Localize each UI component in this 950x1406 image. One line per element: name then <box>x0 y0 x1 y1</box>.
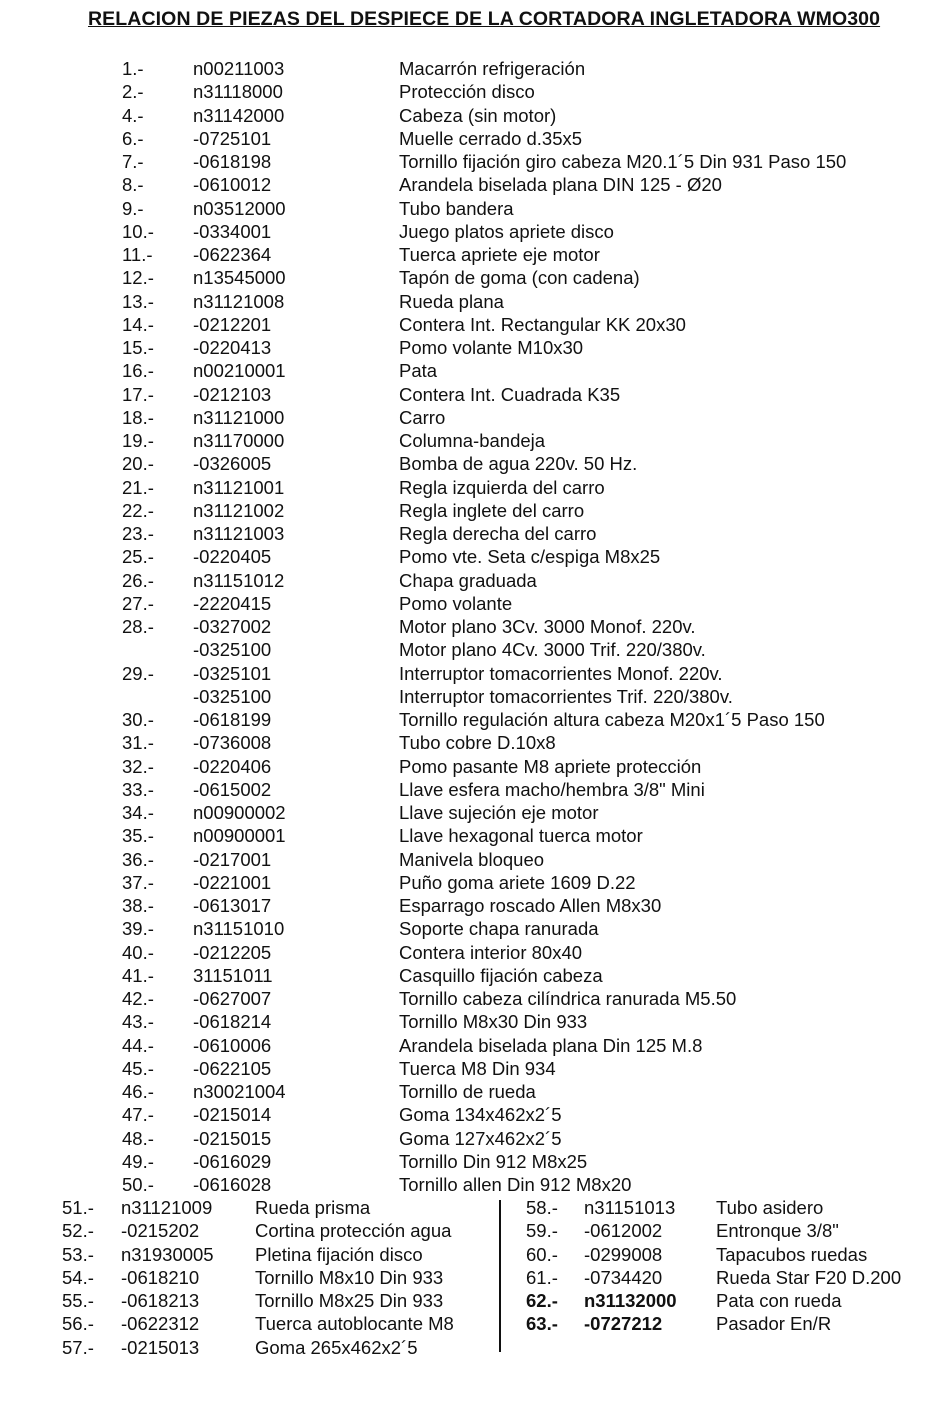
part-number: 49.- <box>122 1150 154 1172</box>
part-description: Tapacubos ruedas <box>716 1243 868 1265</box>
document-title: RELACION DE PIEZAS DEL DESPIECE DE LA CORTADORA INGLETADORA WMO300 <box>88 8 881 30</box>
part-description: Cabeza (sin motor) <box>399 104 557 126</box>
part-description: Interruptor tomacorrientes Trif. 220/380v. <box>399 685 733 707</box>
part-code: -0610012 <box>193 174 272 196</box>
part-number: 10.- <box>122 220 154 242</box>
part-code: n00210001 <box>193 360 286 382</box>
list-item <box>0 359 950 382</box>
part-number: 28.- <box>122 616 154 637</box>
part-description: Cortina protección agua <box>255 1220 452 1242</box>
part-description: Tornillo cabeza cilíndrica ranurada M5.50 <box>399 988 737 1009</box>
part-code: -0610006 <box>193 1034 272 1056</box>
part-description: Entronque 3/8" <box>716 1220 839 1242</box>
part-code: n31930005 <box>121 1243 214 1265</box>
part-description: Motor plano 3Cv. 3000 Monof. 220v. <box>399 616 696 637</box>
part-number: 23.- <box>122 523 154 544</box>
part-number: 51.- <box>62 1197 94 1218</box>
list-item <box>502 1266 950 1289</box>
list-item <box>0 662 950 685</box>
part-description: Esparrago roscado Allen M8x30 <box>399 895 662 916</box>
part-number: 52.- <box>62 1220 94 1242</box>
part-code: -0615002 <box>193 778 272 800</box>
part-description: Manivela bloqueo <box>399 848 545 870</box>
part-description: Regla inglete del carro <box>399 499 585 521</box>
part-description: Tornillo allen Din 912 M8x20 <box>399 1174 632 1195</box>
part-code: n31151013 <box>584 1197 676 1218</box>
part-description: Chapa graduada <box>399 569 537 591</box>
part-code: -0212201 <box>193 313 272 335</box>
part-code: -2220415 <box>193 592 272 614</box>
part-code: n31121002 <box>193 499 285 521</box>
list-item <box>0 964 950 987</box>
list-item <box>0 1150 950 1173</box>
list-item <box>502 1289 950 1312</box>
part-description: Arandela biselada plana Din 125 M.8 <box>399 1034 703 1056</box>
list-item <box>0 1010 950 1033</box>
part-description: Tornillo Din 912 M8x25 <box>399 1150 588 1172</box>
part-description: Tubo cobre D.10x8 <box>399 732 556 754</box>
list-item <box>0 1127 950 1150</box>
list-item <box>0 220 950 243</box>
part-code: -0220413 <box>193 337 272 358</box>
part-code: n00900001 <box>193 825 286 847</box>
part-code: -0215014 <box>193 1104 272 1126</box>
list-item <box>0 801 950 824</box>
part-description: Columna-bandeja <box>399 430 546 451</box>
part-code: -0618198 <box>193 151 272 172</box>
list-item <box>0 615 950 638</box>
list-item <box>0 592 950 615</box>
part-number: 34.- <box>122 802 154 823</box>
part-number: 14.- <box>122 313 154 335</box>
list-item <box>0 569 950 592</box>
part-code: n31121001 <box>193 476 285 498</box>
bottom-parts-table <box>0 1196 950 1356</box>
part-description: Contera Int. Rectangular KK 20x30 <box>399 313 686 335</box>
part-number: 22.- <box>122 499 154 521</box>
part-number: 16.- <box>122 360 154 382</box>
part-code: -0215013 <box>121 1336 200 1358</box>
part-number: 38.- <box>122 895 154 916</box>
part-number: 27.- <box>122 592 154 614</box>
list-item <box>0 1266 498 1289</box>
part-code: -0325100 <box>193 685 272 707</box>
parts-list <box>0 57 950 1196</box>
list-item <box>0 452 950 475</box>
part-code: -0627007 <box>193 988 272 1009</box>
part-number: 15.- <box>122 337 154 358</box>
part-number: 21.- <box>122 476 154 498</box>
part-description: Tuerca autoblocante M8 <box>255 1313 454 1335</box>
list-item <box>0 1080 950 1103</box>
part-description: Muelle cerrado d.35x5 <box>399 127 583 149</box>
part-description: Pletina fijación disco <box>255 1243 423 1265</box>
part-code: n31121003 <box>193 523 285 544</box>
list-item <box>0 987 950 1010</box>
part-number: 4.- <box>122 104 144 126</box>
part-number: 2.- <box>122 81 144 103</box>
list-item <box>0 127 950 150</box>
list-item <box>0 1103 950 1126</box>
part-code: -0212205 <box>193 941 272 963</box>
part-code: -0221001 <box>193 871 272 893</box>
part-description: Puño goma ariete 1609 D.22 <box>399 871 636 893</box>
part-description: Bomba de agua 220v. 50 Hz. <box>399 453 638 475</box>
list-item <box>0 917 950 940</box>
part-number: 35.- <box>122 825 154 847</box>
part-number: 56.- <box>62 1313 94 1335</box>
part-code: -0622105 <box>193 1057 272 1079</box>
part-code: -0299008 <box>584 1243 663 1265</box>
list-item <box>0 871 950 894</box>
list-item <box>0 1196 498 1219</box>
part-number: 1.- <box>122 58 144 79</box>
part-description: Goma 134x462x2´5 <box>399 1104 562 1126</box>
part-code: n30021004 <box>193 1081 286 1102</box>
part-code: -0622364 <box>193 244 272 265</box>
part-description: Tubo asidero <box>716 1197 824 1218</box>
part-description: Tornillo fijación giro cabeza M20.1´5 Din 931 Paso 150 <box>399 151 847 172</box>
part-number: 44.- <box>122 1034 154 1056</box>
part-code: -0215202 <box>121 1220 200 1242</box>
list-item <box>0 266 950 289</box>
part-number: 17.- <box>122 383 154 405</box>
part-code: -0612002 <box>584 1220 663 1242</box>
part-number: 33.- <box>122 778 154 800</box>
part-number: 55.- <box>62 1290 94 1312</box>
list-item <box>0 104 950 127</box>
list-item <box>502 1196 950 1219</box>
list-item <box>0 290 950 313</box>
part-number: 8.- <box>122 174 144 196</box>
part-number: 9.- <box>122 197 144 219</box>
part-code: -0616029 <box>193 1150 272 1172</box>
list-item <box>0 824 950 847</box>
list-item <box>0 57 950 80</box>
list-item <box>0 173 950 196</box>
part-description: Tubo bandera <box>399 197 514 219</box>
part-code: -0220405 <box>193 546 272 568</box>
part-number: 59.- <box>526 1220 558 1242</box>
part-description: Goma 127x462x2´5 <box>399 1127 562 1149</box>
part-code: -0325101 <box>193 662 272 684</box>
part-code: -0622312 <box>121 1313 200 1335</box>
list-item <box>0 1312 498 1335</box>
part-code: -0616028 <box>193 1174 272 1195</box>
list-item <box>0 941 950 964</box>
part-number: 36.- <box>122 848 154 870</box>
list-item <box>0 499 950 522</box>
list-item <box>0 1034 950 1057</box>
part-number: 39.- <box>122 918 154 940</box>
part-description: Pomo pasante M8 apriete protección <box>399 755 702 777</box>
list-item <box>0 848 950 871</box>
list-item <box>502 1243 950 1266</box>
part-code: 31151011 <box>193 964 273 986</box>
list-item <box>0 708 950 731</box>
list-item <box>0 1289 498 1312</box>
part-code: -0727212 <box>584 1313 663 1335</box>
part-code: -0618210 <box>121 1266 200 1288</box>
part-description: Pomo vte. Seta c/espiga M8x25 <box>399 546 661 568</box>
part-code: -0613017 <box>193 895 272 916</box>
list-item <box>0 1243 498 1266</box>
part-description: Contera Int. Cuadrada K35 <box>399 383 621 405</box>
part-description: Regla izquierda del carro <box>399 476 605 498</box>
part-code: n31121008 <box>193 290 285 312</box>
list-item <box>0 545 950 568</box>
part-number: 37.- <box>122 871 154 893</box>
part-description: Tornillo M8x30 Din 933 <box>399 1011 588 1033</box>
list-item <box>0 243 950 266</box>
part-description: Regla derecha del carro <box>399 523 597 544</box>
part-code: -0618199 <box>193 709 272 730</box>
list-item <box>0 1057 950 1080</box>
part-code: -0618213 <box>121 1290 200 1312</box>
list-item <box>0 522 950 545</box>
list-item <box>0 150 950 173</box>
part-description: Llave esfera macho/hembra 3/8" Mini <box>399 778 705 800</box>
part-code: -0326005 <box>193 453 272 475</box>
part-number: 61.- <box>526 1266 558 1288</box>
part-description: Rueda prisma <box>255 1197 371 1218</box>
part-number: 43.- <box>122 1011 154 1033</box>
part-number: 46.- <box>122 1081 154 1102</box>
list-item <box>0 80 950 103</box>
part-code: n31170000 <box>193 430 285 451</box>
part-code: n00211003 <box>193 58 285 79</box>
part-description: Goma 265x462x2´5 <box>255 1336 418 1358</box>
part-code: n31142000 <box>193 104 285 126</box>
list-item <box>0 1219 498 1242</box>
part-description: Carro <box>399 406 446 428</box>
part-description: Casquillo fijación cabeza <box>399 964 603 986</box>
part-number: 41.- <box>122 964 154 986</box>
part-code: -0217001 <box>193 848 272 870</box>
part-description: Tapón de goma (con cadena) <box>399 267 640 289</box>
part-number: 54.- <box>62 1266 94 1288</box>
part-description: Macarrón refrigeración <box>399 58 586 79</box>
list-item <box>0 313 950 336</box>
part-description: Interruptor tomacorrientes Monof. 220v. <box>399 662 723 684</box>
part-code: n13545000 <box>193 267 286 289</box>
part-description: Tuerca M8 Din 934 <box>399 1057 556 1079</box>
part-code: -0736008 <box>193 732 272 754</box>
part-description: Soporte chapa ranurada <box>399 918 599 940</box>
part-number: 25.- <box>122 546 154 568</box>
list-item <box>0 894 950 917</box>
part-description: Rueda plana <box>399 290 504 312</box>
part-description: Arandela biselada plana DIN 125 - Ø20 <box>399 174 722 196</box>
part-code: -0327002 <box>193 616 272 637</box>
part-number: 12.- <box>122 267 154 289</box>
part-description: Tornillo M8x25 Din 933 <box>255 1290 444 1312</box>
part-number: 50.- <box>122 1174 154 1195</box>
part-code: n31121000 <box>193 406 285 428</box>
part-description: Pomo volante M10x30 <box>399 337 584 358</box>
list-item <box>0 1173 950 1196</box>
part-description: Llave sujeción eje motor <box>399 802 599 823</box>
list-item <box>0 731 950 754</box>
list-item <box>0 429 950 452</box>
part-code: -0725101 <box>193 127 272 149</box>
part-number: 57.- <box>62 1336 94 1358</box>
part-code: n31151010 <box>193 918 285 940</box>
column-divider <box>499 1200 501 1352</box>
part-code: n00900002 <box>193 802 286 823</box>
part-code: n31118000 <box>193 81 283 103</box>
part-code: n31121009 <box>121 1197 213 1218</box>
part-description: Tornillo de rueda <box>399 1081 536 1102</box>
part-description: Protección disco <box>399 81 535 103</box>
part-number: 7.- <box>122 151 144 172</box>
part-number: 26.- <box>122 569 154 591</box>
part-description: Llave hexagonal tuerca motor <box>399 825 643 847</box>
part-description: Rueda Star F20 D.200 <box>716 1266 902 1288</box>
part-description: Pata <box>399 360 438 382</box>
list-item <box>0 778 950 801</box>
part-number: 47.- <box>122 1104 154 1126</box>
part-number: 42.- <box>122 988 154 1009</box>
list-item <box>0 383 950 406</box>
bottom-left-column <box>0 1196 498 1359</box>
part-number: 48.- <box>122 1127 154 1149</box>
part-number: 18.- <box>122 406 154 428</box>
part-number: 45.- <box>122 1057 154 1079</box>
part-code: n31151012 <box>193 569 285 591</box>
part-description: Pasador En/R <box>716 1313 832 1335</box>
part-number: 13.- <box>122 290 154 312</box>
part-number: 62.- <box>526 1290 558 1312</box>
part-number: 6.- <box>122 127 144 149</box>
part-number: 29.- <box>122 662 154 684</box>
list-item <box>0 1336 498 1359</box>
list-item <box>0 685 950 708</box>
part-number: 19.- <box>122 430 154 451</box>
part-code: -0618214 <box>193 1011 272 1033</box>
part-description: Tuerca apriete eje motor <box>399 244 600 265</box>
part-number: 63.- <box>526 1313 558 1335</box>
part-code: -0215015 <box>193 1127 272 1149</box>
bottom-right-column <box>502 1196 950 1336</box>
part-number: 30.- <box>122 709 154 730</box>
list-item <box>0 406 950 429</box>
part-code: n31132000 <box>584 1290 677 1312</box>
part-number: 20.- <box>122 453 154 475</box>
part-description: Pata con rueda <box>716 1290 842 1312</box>
part-code: -0212103 <box>193 383 272 405</box>
part-code: -0220406 <box>193 755 272 777</box>
part-code: -0334001 <box>193 220 272 242</box>
part-number: 31.- <box>122 732 154 754</box>
part-description: Juego platos apriete disco <box>399 220 614 242</box>
part-description: Tornillo M8x10 Din 933 <box>255 1266 444 1288</box>
part-number: 58.- <box>526 1197 558 1218</box>
part-number: 60.- <box>526 1243 558 1265</box>
part-description: Contera interior 80x40 <box>399 941 583 963</box>
list-item <box>0 476 950 499</box>
part-number: 40.- <box>122 941 154 963</box>
part-description: Motor plano 4Cv. 3000 Trif. 220/380v. <box>399 639 706 661</box>
list-item <box>0 197 950 220</box>
part-code: -0325100 <box>193 639 272 661</box>
list-item <box>0 638 950 661</box>
part-number: 11.- <box>122 244 153 265</box>
part-number: 53.- <box>62 1243 94 1265</box>
list-item <box>502 1219 950 1242</box>
list-item <box>0 755 950 778</box>
part-code: -0734420 <box>584 1266 663 1288</box>
part-description: Pomo volante <box>399 592 513 614</box>
part-description: Tornillo regulación altura cabeza M20x1´5 Paso 150 <box>399 709 825 730</box>
part-number: 32.- <box>122 755 154 777</box>
part-code: n03512000 <box>193 197 286 219</box>
list-item <box>0 336 950 359</box>
list-item <box>502 1312 950 1335</box>
